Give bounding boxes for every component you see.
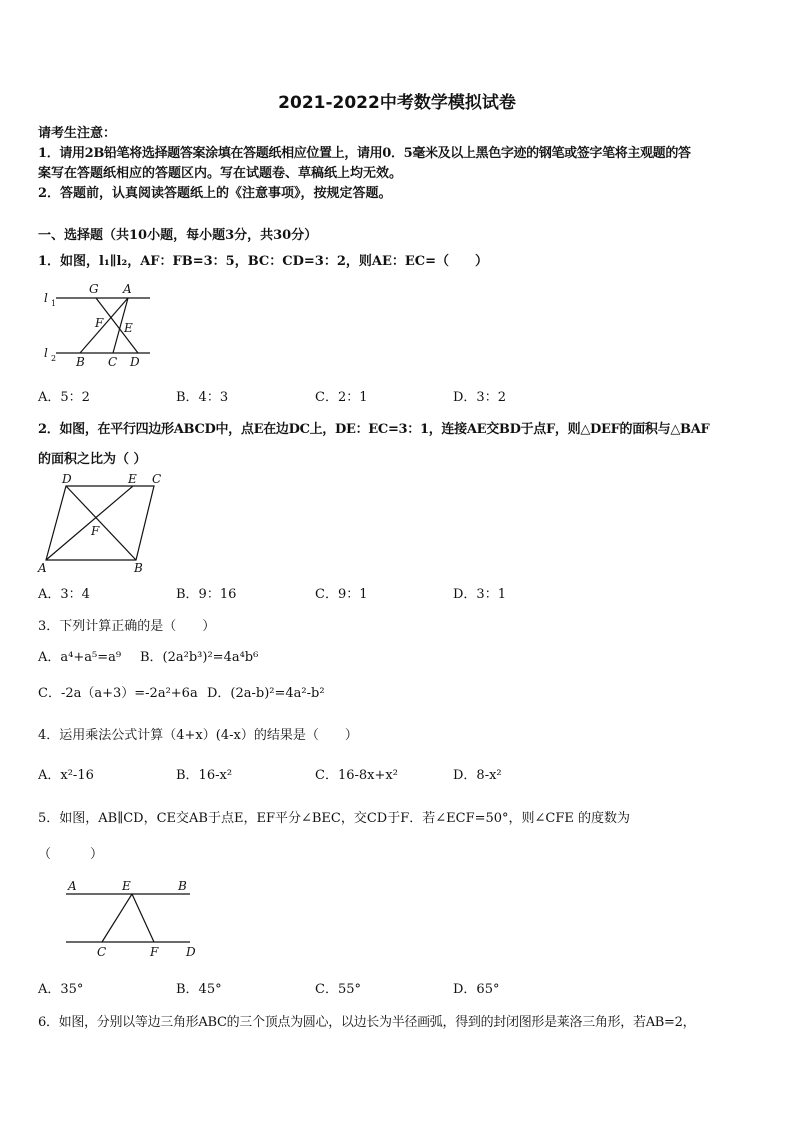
question-2-stem-1: 2．如图，在平行四边形ABCD中，点E在边DC上，DE：EC=3：1，连接AE交BD于点F，则△DEF的面积与△BAF	[38, 422, 710, 437]
q5-option-d[interactable]: D．65°	[453, 982, 500, 997]
q4-option-d[interactable]: D．8-x²	[453, 768, 502, 783]
q2-option-b[interactable]: B．9：16	[176, 587, 237, 602]
notice-line-1a: 1．请用2B铅笔将选择题答案涂填在答题纸相应位置上，请用0．5毫米及以上黑色字迹的钢笔或签字笔将主观题的答	[38, 146, 691, 161]
page-title: 2021-2022中考数学模拟试卷	[278, 93, 516, 113]
label-B: B	[134, 561, 143, 575]
q2-option-c[interactable]: C．9：1	[315, 587, 368, 602]
question-2-stem-2: 的面积之比为（ ）	[38, 452, 147, 467]
q4-option-c[interactable]: C．16-8x+x²	[315, 768, 398, 783]
label-C: C	[97, 945, 107, 959]
question-1-figure	[38, 280, 158, 372]
label-A: A	[68, 879, 77, 893]
section-heading: 一、选择题（共10小题，每小题3分，共30分）	[38, 228, 318, 243]
question-6-stem: 6．如图，分别以等边三角形ABC的三个顶点为圆心，以边长为半径画弧，得到的封闭图形是莱洛三角形，若AB=2，	[38, 1015, 696, 1030]
label-E: E	[128, 472, 137, 486]
q3-option-b[interactable]: B．(2a²b³)²=4a⁴b⁶	[140, 650, 259, 665]
q5-option-b[interactable]: B．45°	[176, 982, 222, 997]
notice-line-1b: 案写在答题纸相应的答题区内。写在试题卷、草稿纸上均无效。	[38, 166, 403, 181]
q4-option-b[interactable]: B．16-x²	[176, 768, 233, 783]
q1-option-a[interactable]: A．5：2	[38, 390, 90, 405]
question-2-figure	[36, 470, 166, 580]
label-D: D	[130, 355, 140, 369]
label-E: E	[122, 879, 131, 893]
label-F: F	[150, 945, 159, 959]
q5-option-a[interactable]: A．35°	[38, 982, 84, 997]
label-D: D	[186, 945, 196, 959]
q2-option-a[interactable]: A．3：4	[38, 587, 90, 602]
question-4-stem: 4．运用乘法公式计算（4+x）(4-x）的结果是（ ）	[38, 728, 358, 743]
q2-option-d[interactable]: D．3：1	[453, 587, 506, 602]
label-E: E	[124, 321, 133, 335]
label-B: B	[178, 879, 187, 893]
q3-option-a[interactable]: A．a⁴+a⁵=a⁹	[38, 650, 122, 665]
question-5-paren: （ ）	[38, 847, 104, 862]
q3-option-c[interactable]: C．-2a（a+3）=-2a²+6a	[38, 686, 198, 701]
label-l1-sub: 1	[51, 299, 57, 308]
label-A: A	[123, 282, 132, 296]
notice-line-2: 2．答题前，认真阅读答题纸上的《注意事项》，按规定答题。	[38, 186, 392, 201]
label-F: F	[91, 524, 100, 538]
question-3-stem: 3．下列计算正确的是（ ）	[38, 619, 216, 634]
label-A: A	[38, 561, 47, 575]
label-F: F	[95, 316, 104, 330]
label-l1: l	[44, 291, 48, 305]
question-5-stem: 5．如图，AB∥CD，CE交AB于点E，EF平分∠BEC，交CD于F．若∠ECF=50°，则∠CFE 的度数为	[38, 811, 631, 826]
question-5-figure	[58, 872, 208, 964]
q5-option-c[interactable]: C．55°	[315, 982, 361, 997]
notice-heading: 请考生注意：	[38, 126, 117, 141]
label-G: G	[89, 282, 99, 296]
label-l2-sub: 2	[51, 354, 57, 363]
label-D: D	[62, 472, 72, 486]
question-1-stem: 1．如图，l₁∥l₂，AF：FB=3：5，BC：CD=3：2，则AE：EC=（ ）	[38, 254, 489, 269]
label-C: C	[108, 355, 118, 369]
q1-option-c[interactable]: C．2：1	[315, 390, 368, 405]
q3-option-d[interactable]: D．(2a-b)²=4a²-b²	[207, 686, 325, 701]
q1-option-d[interactable]: D．3：2	[453, 390, 506, 405]
q1-option-b[interactable]: B．4：3	[176, 390, 229, 405]
q4-option-a[interactable]: A．x²-16	[38, 768, 94, 783]
label-B: B	[76, 355, 85, 369]
label-C: C	[152, 472, 162, 486]
label-l2: l	[44, 346, 48, 360]
